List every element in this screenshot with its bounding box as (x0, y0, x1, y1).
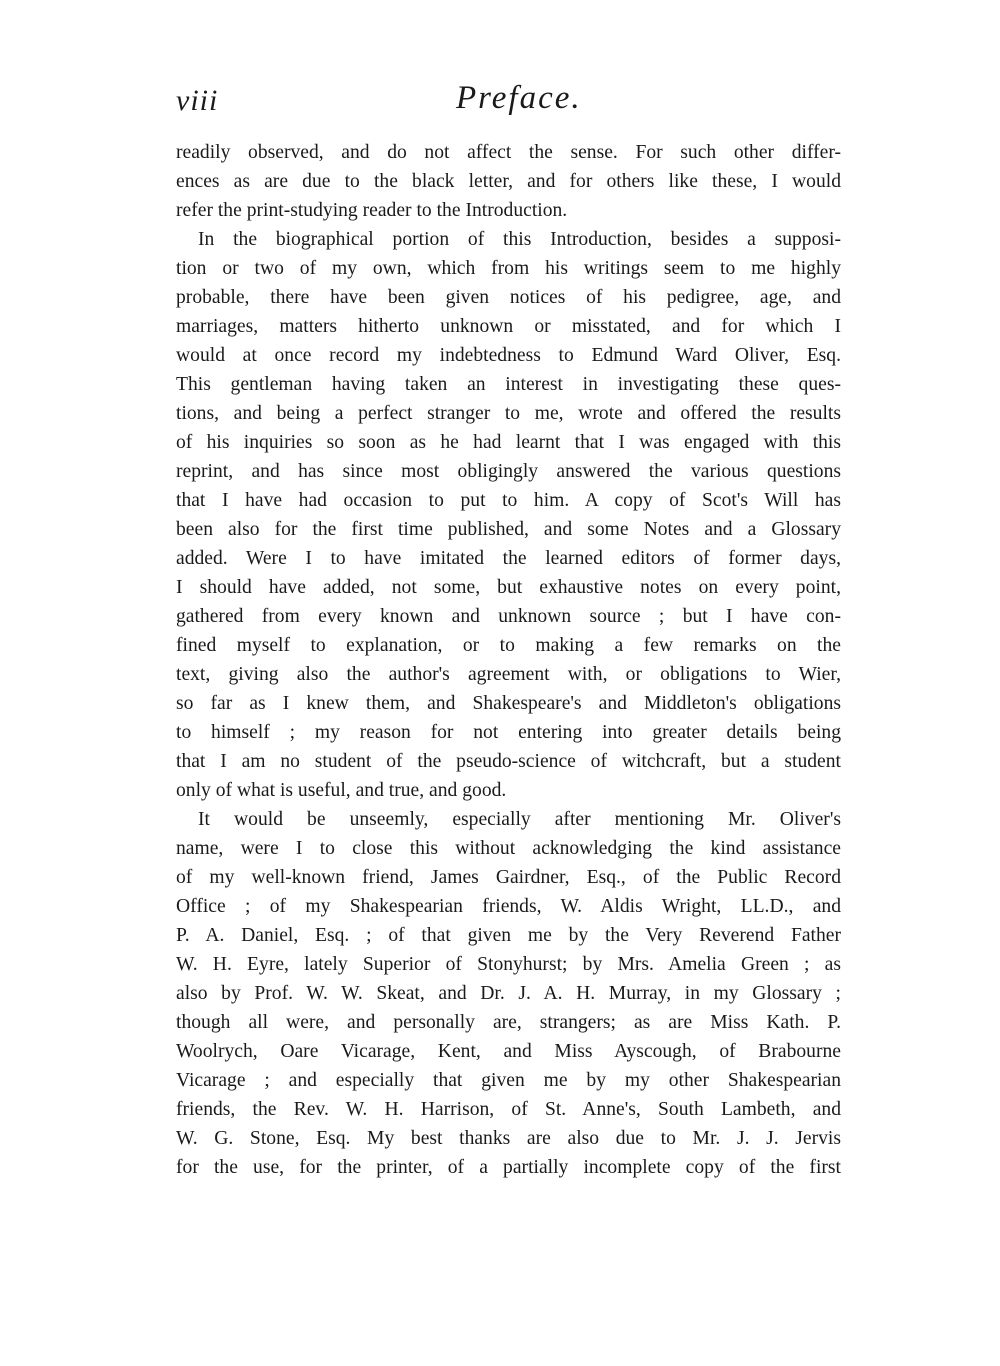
text-line: probable, there have been given notices of his pedigree, age, and (176, 287, 841, 308)
text-line: tion or two of my own, which from his writings seem to me highly (176, 258, 841, 279)
text-line: readily observed, and do not affect the sense. For such other differ- (176, 142, 841, 163)
text-line: so far as I knew them, and Shakespeare's and Middleton's obligations (176, 693, 841, 714)
text-line: Vicarage ; and especially that given me by my other Shakespearian (176, 1070, 841, 1091)
text-line: It would be unseemly, especially after mentioning Mr. Oliver's (198, 809, 841, 830)
text-line: of his inquiries so soon as he had learnt that I was engaged with this (176, 432, 841, 453)
text-line: friends, the Rev. W. H. Harrison, of St. Anne's, South Lambeth, and (176, 1099, 841, 1120)
text-line: text, giving also the author's agreement with, or obligations to Wier, (176, 664, 841, 685)
text-line: that I have had occasion to put to him. A copy of Scot's Will has (176, 490, 841, 511)
page-number: viii (176, 84, 219, 117)
text-line: I should have added, not some, but exhaustive notes on every point, (176, 577, 841, 598)
text-line: Office ; of my Shakespearian friends, W. Aldis Wright, LL.D., and (176, 896, 841, 917)
running-head: Preface. (456, 80, 582, 116)
text-line: that I am no student of the pseudo-science of witchcraft, but a student (176, 751, 841, 772)
text-line: refer the print-studying reader to the Introduction. (176, 200, 568, 221)
text-line: for the use, for the printer, of a partially incomplete copy of the first (176, 1157, 841, 1178)
text-line: also by Prof. W. W. Skeat, and Dr. J. A. H. Murray, in my Glossary ; (176, 983, 841, 1004)
text-line: ences as are due to the black letter, and for others like these, I would (176, 171, 841, 192)
text-line: been also for the first time published, and some Notes and a Glossary (176, 519, 841, 540)
text-line: of my well-known friend, James Gairdner, Esq., of the Public Record (176, 867, 841, 888)
text-line: Woolrych, Oare Vicarage, Kent, and Miss Ayscough, of Brabourne (176, 1041, 841, 1062)
text-line: name, were I to close this without acknowledging the kind assistance (176, 838, 841, 859)
text-line: In the biographical portion of this Introduction, besides a supposi- (198, 229, 841, 250)
paragraph (176, 138, 841, 225)
paragraph (176, 225, 841, 805)
text-line: added. Were I to have imitated the learned editors of former days, (176, 548, 841, 569)
paragraph (176, 805, 841, 1182)
text-line: W. H. Eyre, lately Superior of Stonyhurst; by Mrs. Amelia Green ; as (176, 954, 841, 975)
text-line: gathered from every known and unknown source ; but I have con- (176, 606, 841, 627)
text-line: P. A. Daniel, Esq. ; of that given me by the Very Reverend Father (176, 925, 841, 946)
text-line: marriages, matters hitherto unknown or misstated, and for which I (176, 316, 841, 337)
text-line: though all were, and personally are, strangers; as are Miss Kath. P. (176, 1012, 841, 1033)
text-line: This gentleman having taken an interest in investigating these ques- (176, 374, 841, 395)
text-line: fined myself to explanation, or to making a few remarks on the (176, 635, 841, 656)
text-line: W. G. Stone, Esq. My best thanks are also due to Mr. J. J. Jervis (176, 1128, 841, 1149)
text-line: would at once record my indebtedness to Edmund Ward Oliver, Esq. (176, 345, 841, 366)
text-line: tions, and being a perfect stranger to me, wrote and offered the results (176, 403, 841, 424)
text-line: only of what is useful, and true, and good. (176, 780, 507, 801)
text-line: reprint, and has since most obligingly answered the various questions (176, 461, 841, 482)
text-line: to himself ; my reason for not entering into greater details being (176, 722, 841, 743)
body-text (176, 138, 841, 1182)
